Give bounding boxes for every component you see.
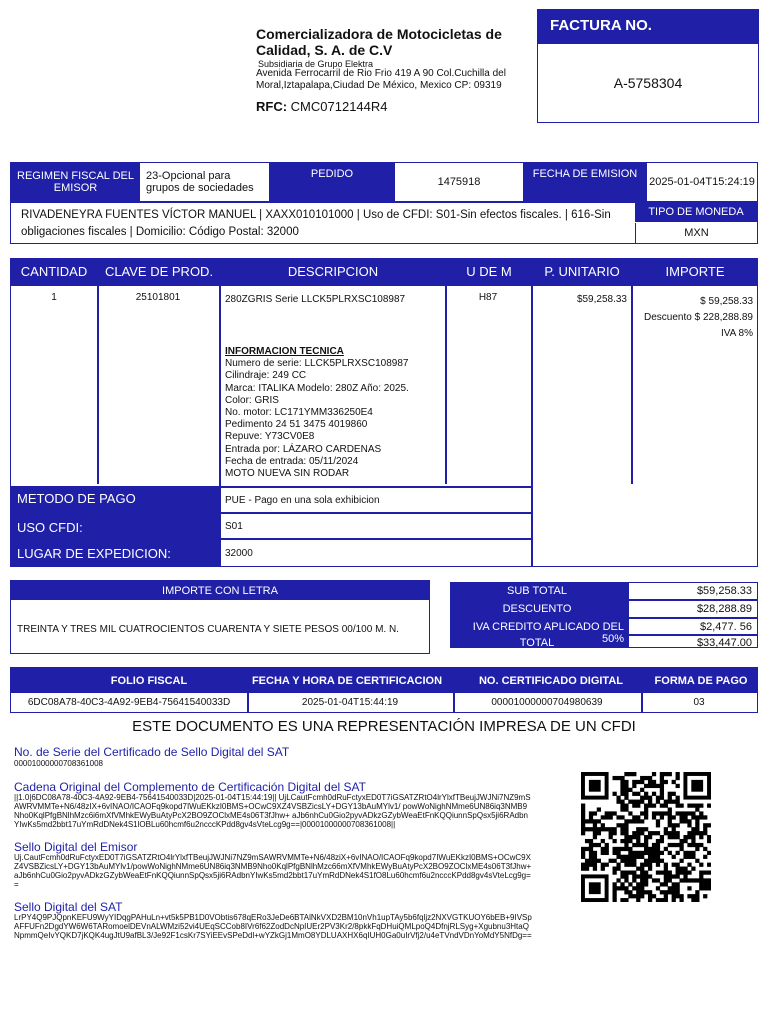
lugar-value: 32000	[225, 548, 253, 559]
sello-emisor-value: Uj.CautFcmh0dRuFctyxED0T7iGSATZRtO4lrYlxfTBeujJWJNi7NZ9mSAWRVMMTe+N6/48ziX+6vINAO/ICAOFq9kopd7IWuEKkzI0BMS+OCwC9XZ4VSBZicsLY+DGY13bAuMYlv1/powWoNighNMme6UN86iq3NMB9Nho0KqlPfgBNlhMzc66mXfVMhkEWyBuAtyPcX2BO9ZOClxME4s06T3fJhw+aJb6nhCu0Gio2pyvADkzGZybWeaEtFnKQQiunnSpQsx5ji6RAdbnYIwKs5md2bbt17uYmRdDNek4S1fO8Lu60hcmf6u2ncccKPdd8gv4sVteLcg9g==	[14, 853, 532, 889]
tecnica-line: Marca: ITALIKA Modelo: 280Z Año: 2025.	[225, 382, 409, 394]
total-value: $33,447.00	[696, 637, 752, 649]
item-descuento: Descuento $ 228,288.89	[644, 312, 753, 323]
tecnica-line: No. motor: LC171YMM336250E4	[225, 407, 373, 419]
rfc-value: CMC0712144R4	[290, 99, 388, 114]
metodo-value: PUE - Pago en una sola exhibicion	[225, 495, 380, 506]
factura-numero: A-5758304	[613, 75, 683, 91]
header-importe: IMPORTE	[665, 264, 725, 279]
header-clave: CLAVE DE PROD.	[104, 264, 214, 279]
tecnica-line: Pedimento 24 51 3475 4019860	[225, 419, 368, 431]
forma-pago-label: FORMA DE PAGO	[654, 674, 748, 687]
metodo-label: METODO DE PAGO	[17, 491, 136, 506]
pedido-label: PEDIDO	[269, 163, 395, 201]
fecha-cert-value: 2025-01-04T15:44:19	[301, 697, 399, 708]
header-punitario: P. UNITARIO	[544, 264, 620, 279]
sat-serie-value: 00001000000708361008	[14, 759, 103, 768]
item-clave: 25101801	[135, 292, 181, 303]
letra-label: IMPORTE CON LETRA	[11, 581, 429, 600]
descuento-label: DESCUENTO	[502, 603, 572, 615]
tecnica-line: Fecha de entrada: 05/11/2024	[225, 455, 359, 467]
fecha-emision-value: 2025-01-04T15:24:19	[649, 176, 755, 188]
emisor-rfc	[256, 99, 388, 114]
totales-box	[450, 582, 758, 648]
tecnica-line: Color: GRIS	[225, 394, 279, 406]
item-punitario: $59,258.33	[576, 294, 627, 305]
emisor-subsidiaria: Subsidiaria de Grupo Elektra	[258, 59, 374, 69]
qr-code	[581, 772, 711, 902]
tecnica-line: Repuve: Y73CV0E8	[225, 431, 315, 443]
cert-label: NO. CERTIFICADO DIGITAL	[478, 674, 623, 687]
subtotal-value: $59,258.33	[696, 585, 752, 597]
regimen-value: 23-Opcional para grupos de sociedades	[146, 170, 254, 194]
representacion-text: ESTE DOCUMENTO ES UNA REPRESENTACIÓN IMPRESA DE UN CFDI	[132, 718, 636, 735]
cert-value: 00001000000704980639	[491, 697, 603, 708]
folio-value: 6DC08A78-40C3-4A92-9EB4-75641540033D	[27, 697, 231, 708]
uso-value: S01	[225, 521, 243, 532]
item-importe: $ 59,258.33	[700, 296, 753, 307]
tecnica-line: MOTO NUEVA SIN RODAR	[225, 468, 350, 480]
fecha-cert-label: FECHA Y HORA DE CERTIFICACION	[251, 674, 443, 687]
info-grid	[10, 162, 758, 244]
tecnica-line: Numero de serie: LLCK5PLRXSC108987	[225, 358, 409, 370]
folio-label: FOLIO FISCAL	[110, 674, 188, 687]
emisor-direccion: Avenida Ferrocarril de Rio Frio 419 A 90 Col.Cuchilla del Moral,Iztapalapa,Ciudad De México, Mexico CP: 09319	[256, 68, 506, 91]
header-udem: U DE M	[466, 264, 512, 279]
pedido-value: 1475918	[437, 176, 481, 188]
moneda-label: TIPO DE MONEDA	[635, 202, 757, 222]
fecha-emision-label: FECHA DE EMISION	[523, 163, 647, 201]
item-cantidad: 1	[51, 292, 57, 303]
moneda-value: MXN	[635, 223, 757, 243]
sat-cadena-title: Cadena Original del Complemento de Certificación Digital del SAT	[14, 780, 366, 794]
fiscal-row	[10, 667, 758, 713]
item-importe-block	[631, 294, 753, 342]
emisor-nombre: Comercializadora de Motocicletas de Calidad, S. A. de C.V	[256, 26, 502, 58]
sat-cadena-value: ||1.0|6DC08A78-40C3-4A92-9EB4-75641540033D|2025-01-04T15:44:19|| UjLCautFcmh0dRuFctyxED0T7iGSATZRtO4lrYlxfTBeujJWJNi7NZ9mS AWRVMMTe+N6/48zIX+6vINAO/ICAOFq9kopd7IWuEKkzI0BMS+OCwC9XZ4VSBZicsLY+DGY13bAuMYlv1/ powWoNighNMme6UN86iq3NMB9Nho0KqlPfgBNlhMzc6i6mXfVMhkEWyBuAtyPcX2BO9ZOClxME4s06T3fJhw+ aJb6nhCu0Gio2pyvADkzGZybWeaEtFnKQQiunnSpQsx5ji6RAdbnYIwKs5md2bbt17uYmRdDNek4S1lOBLu60hcmf6u2ncccKPdd8gv4sVteLcg9g==|00001000000708361008||	[14, 793, 531, 829]
info-tecnica-title: INFORMACION TECNICA	[225, 346, 344, 357]
descuento-value: $28,288.89	[696, 603, 752, 615]
forma-pago-value: 03	[693, 697, 705, 708]
header-cantidad: CANTIDAD	[20, 264, 88, 279]
factura-box	[537, 9, 759, 123]
rfc-label: RFC:	[256, 99, 288, 114]
lugar-label: LUGAR DE EXPEDICION:	[17, 546, 171, 561]
subtotal-label: SUB TOTAL	[507, 585, 567, 597]
items-header	[10, 258, 758, 285]
iva-label: IVA CREDITO APLICADO DEL 50%	[472, 621, 624, 645]
header-descripcion: DESCRIPCION	[287, 264, 379, 279]
sello-sat-title: Sello Digital del SAT	[14, 900, 123, 914]
regimen-label: REGIMEN FISCAL DEL EMISOR	[11, 163, 140, 201]
total-label: TOTAL	[519, 637, 555, 649]
item-iva: IVA 8%	[720, 328, 753, 339]
tecnica-line: Entrada por: LÁZARO CARDENAS	[225, 443, 382, 455]
sello-sat-value: LrPY4Q9PJQpnKEFU9WyYIDqgPAHuLn+vt5k5PB1D0VObtis678qERo3JeDe6BTAlNkVXD2BM10nVh1upTAy5b6fqljz2NXVGTKUOY6bEB+9IVSpAFFUFn2DgdYW6W6TARomoelDEVnALWMzi52vi4UEqSCCob8IVr6f62ZodDcNpIUEr2PV3Kr2/8pkkFqDHuiQMLpoQ4DfnjRLSyg+Xgubnu3HtaQNpmmQeIvYQKD7jKQK4ugJtU9afBL3/Je92F1csKr7SYiEEvSPeDdl+wYZkGj1MmO8YDLUAXHX6qIUH0Ga0uIrVfj2/u4eTVndVDnYoMdY5NfDg==	[14, 913, 532, 940]
factura-label: FACTURA NO.	[538, 10, 758, 44]
sello-emisor-title: Sello Digital del Emisor	[14, 840, 138, 854]
item-descripcion: 280ZGRIS Serie LLCK5PLRXSC108987	[225, 294, 406, 305]
tecnica-line: Cilindraje: 249 CC	[225, 370, 307, 382]
receptor-info: RIVADENEYRA FUENTES VÍCTOR MANUEL | XAXX010101000 | Uso de CFDI: S01-Sin efectos fiscales. | 616-Sin obligaciones fiscales | Domicilio: Código Postal: 32000	[21, 209, 611, 238]
info-tecnica	[225, 346, 441, 480]
letra-value: TREINTA Y TRES MIL CUATROCIENTOS CUARENTA Y SIETE PESOS 00/100 M. N.	[17, 624, 399, 635]
item-udem: H87	[478, 292, 498, 303]
items-body	[10, 285, 758, 567]
sat-serie-title: No. de Serie del Certificado de Sello Digital del SAT	[14, 745, 290, 759]
uso-label: USO CFDI:	[17, 520, 83, 535]
letra-box	[10, 580, 430, 654]
iva-value: $2,477. 56	[700, 621, 752, 633]
